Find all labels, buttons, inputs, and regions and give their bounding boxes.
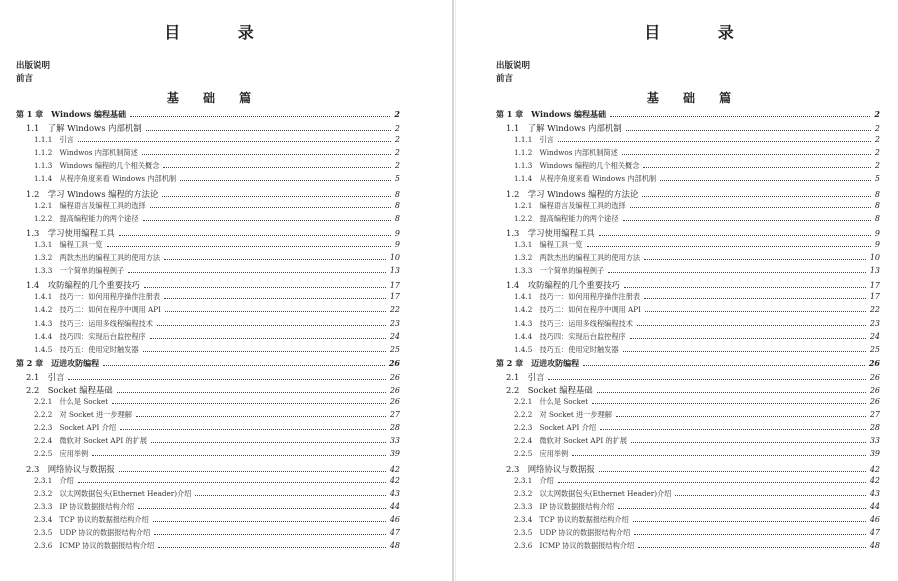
toc-subsection-entry <box>496 174 880 187</box>
toc-entry-title: 1.1.4 从程序角度来看 Windows 内部机制 <box>34 174 177 184</box>
toc-entry-title: 1.1.3 Windows 编程的几个相关概念 <box>514 161 640 171</box>
toc-subsection-entry <box>16 423 400 436</box>
toc-entry-title: 1.4 攻防编程的几个重要技巧 <box>26 280 140 291</box>
toc-entry-title: 2.3.4 TCP 协议的数据报结构介绍 <box>514 514 629 524</box>
toc-subsection-entry <box>16 319 400 332</box>
toc-subsection-entry <box>496 161 880 174</box>
dot-leader <box>622 154 871 155</box>
toc-entry-title: 1.4.5 技巧五：使用定时触发器 <box>34 344 139 354</box>
toc-entry-page: 42 <box>389 475 400 485</box>
toc-entry-title: 1.1.2 Windwos 内部机制简述 <box>34 148 138 158</box>
toc-entry-page: 46 <box>869 514 880 524</box>
toc-entry-page: 2 <box>394 124 400 134</box>
dot-leader <box>143 351 386 352</box>
dot-leader <box>583 365 865 366</box>
dot-leader <box>103 365 385 366</box>
toc-entry-title: 1.3.2 两款杰出的编程工具的使用方法 <box>514 253 641 263</box>
toc-entry-page: 26 <box>389 397 400 407</box>
toc-entry-page: 8 <box>874 200 880 210</box>
toc-entry-page: 8 <box>394 189 400 199</box>
toc-entry-page: 25 <box>389 344 400 354</box>
dot-leader <box>599 471 866 472</box>
toc-subsection-entry <box>16 332 400 345</box>
toc-entry-title: 2.3.6 ICMP 协议的数据报结构介绍 <box>514 541 635 551</box>
toc-entry-title: 1.4.1 技巧一：如何用程序操作注册表 <box>34 292 161 302</box>
dot-leader <box>120 429 386 430</box>
toc-entry-title: 第 1 章 Windows 编程基础 <box>16 109 126 119</box>
dot-leader <box>119 471 386 472</box>
toc-entry-title: 2.3.3 IP 协议数据报结构介绍 <box>34 501 135 511</box>
dot-leader <box>136 416 386 417</box>
dot-leader <box>634 534 866 535</box>
toc-subsection-entry <box>16 502 400 515</box>
toc-subsection-entry <box>16 436 400 449</box>
toc-entry-title: 1.1 了解 Windows 内部机制 <box>506 123 622 134</box>
toc-entry-title: 2.2.2 对 Socket 进一步理解 <box>34 410 132 420</box>
toc-entry-page: 23 <box>389 318 400 328</box>
toc-entry-page: 2 <box>874 124 880 134</box>
toc-entry-page: 2 <box>874 109 880 119</box>
toc-subsection-entry <box>496 214 880 227</box>
toc-entry-page: 17 <box>389 292 400 302</box>
toc-entry-title: 2.2 Socket 编程基础 <box>506 384 593 395</box>
dot-leader <box>143 220 391 221</box>
dot-leader <box>644 259 866 260</box>
toc-section-entry <box>16 188 400 201</box>
toc-entry-page: 43 <box>869 488 880 498</box>
toc-entry-title: 1.3.3 一个简单的编程例子 <box>34 266 125 276</box>
front-matter-preface: 前言 <box>496 74 514 84</box>
dot-leader <box>587 246 871 247</box>
toc-section-entry <box>496 371 880 384</box>
toc-subsection-entry <box>16 489 400 502</box>
dot-leader <box>150 207 391 208</box>
dot-leader <box>630 207 871 208</box>
toc-subsection-entry <box>16 345 400 358</box>
toc-entry-page: 22 <box>869 305 880 315</box>
toc-entry-page: 2 <box>394 161 400 171</box>
toc-entry-title: 1.1.1 引言 <box>34 135 74 145</box>
toc-subsection-entry <box>16 135 400 148</box>
dot-leader <box>151 442 386 443</box>
toc-entry-page: 10 <box>389 253 400 263</box>
dot-leader <box>637 325 866 326</box>
toc-entry-title: 1.2.2 提高编程能力的两个途径 <box>514 213 619 223</box>
toc-chapter-entry <box>496 109 880 122</box>
toc-title: 目 录 <box>164 23 280 42</box>
dot-leader <box>78 141 391 142</box>
toc-subsection-entry <box>496 266 880 279</box>
toc-entry-page: 48 <box>869 541 880 551</box>
part-title: 基 础 篇 <box>166 91 262 105</box>
toc-entry-title: 1.3 学习使用编程工具 <box>26 227 115 238</box>
toc-subsection-entry <box>16 410 400 423</box>
toc-subsection-entry <box>16 174 400 187</box>
dot-leader <box>68 379 385 380</box>
dot-leader <box>117 392 386 393</box>
toc-entry-title: 2.2.4 微软对 Socket API 的扩展 <box>34 436 148 446</box>
toc-entry-title: 1.4.4 技巧四：实现后台监控程序 <box>34 331 146 341</box>
toc-entry-page: 25 <box>869 344 880 354</box>
toc-section-entry <box>496 463 880 476</box>
toc-entry-title: 第 2 章 迈进攻防编程 <box>16 357 100 368</box>
toc-entry-page: 26 <box>389 372 400 382</box>
toc-entry-page: 17 <box>389 281 400 291</box>
toc-entry-page: 43 <box>389 488 400 498</box>
front-matter-publishing-note: 出版说明 <box>16 61 51 71</box>
toc-subsection-entry <box>496 436 880 449</box>
toc-subsection-entry <box>496 528 880 541</box>
toc-entry-page: 2 <box>874 161 880 171</box>
toc-subsection-entry <box>16 214 400 227</box>
toc-entry-title: 1.1.3 Windows 编程的几个相关概念 <box>34 161 160 171</box>
toc-subsection-entry <box>496 319 880 332</box>
toc-entry-page: 9 <box>874 228 880 238</box>
toc-entry-page: 9 <box>394 239 400 249</box>
toc-entry-page: 5 <box>394 174 400 184</box>
toc-entry-title: 2.2.2 对 Socket 进一步理解 <box>514 410 612 420</box>
toc-entry-page: 33 <box>389 436 400 446</box>
toc-subsection-entry <box>496 305 880 318</box>
dot-leader <box>157 325 386 326</box>
toc-entry-page: 9 <box>874 239 880 249</box>
toc-entry-title: 1.4.1 技巧一：如何用程序操作注册表 <box>514 292 641 302</box>
toc-section-entry <box>16 463 400 476</box>
dot-leader <box>146 130 391 131</box>
toc-entry-page: 22 <box>389 305 400 315</box>
toc-entry-page: 48 <box>389 541 400 551</box>
toc-entry-title: 1.4.2 技巧二：如何在程序中调用 API <box>514 305 641 315</box>
dot-leader <box>163 167 390 168</box>
toc-subsection-entry <box>496 240 880 253</box>
toc-entry-title: 1.3.3 一个简单的编程例子 <box>514 266 605 276</box>
toc-entry-page: 23 <box>869 318 880 328</box>
toc-entry-page: 28 <box>869 423 880 433</box>
dot-leader <box>158 547 386 548</box>
toc-entry-page: 8 <box>394 200 400 210</box>
page-divider <box>452 0 454 581</box>
toc-entry-title: 2.3.6 ICMP 协议的数据报结构介绍 <box>34 541 155 551</box>
toc-subsection-entry <box>16 449 400 462</box>
toc-subsection-entry <box>496 292 880 305</box>
dot-leader <box>642 196 870 197</box>
toc-section-entry <box>496 188 880 201</box>
dot-leader <box>599 235 871 236</box>
dot-leader <box>144 287 386 288</box>
toc-section-entry <box>16 371 400 384</box>
dot-leader <box>78 482 386 483</box>
dot-leader <box>675 495 865 496</box>
toc-entry-page: 26 <box>868 357 880 368</box>
dot-leader <box>643 167 870 168</box>
toc-entry-title: 1.3 学习使用编程工具 <box>506 227 595 238</box>
toc-entry-page: 39 <box>389 449 400 459</box>
toc-entry-title: 1.4.5 技巧五：使用定时触发器 <box>514 344 619 354</box>
page-right <box>490 0 888 581</box>
page-divider-shadow <box>455 0 456 581</box>
toc-entry-title: 2.2.4 微软对 Socket API 的扩展 <box>514 436 628 446</box>
toc-entry-page: 47 <box>389 528 400 537</box>
toc-section-entry <box>16 279 400 292</box>
dot-leader <box>154 534 386 535</box>
dot-leader <box>626 130 871 131</box>
toc-entry-title: 1.1 了解 Windows 内部机制 <box>26 123 142 134</box>
toc-entry-title: 2.2.1 什么是 Socket <box>34 397 109 407</box>
dot-leader <box>610 116 870 117</box>
dot-leader <box>119 235 391 236</box>
front-matter-preface: 前言 <box>16 74 34 84</box>
dot-leader <box>112 403 386 404</box>
toc-entry-page: 26 <box>869 397 880 407</box>
toc-entry-page: 5 <box>874 174 880 184</box>
toc-entry-page: 8 <box>874 213 880 223</box>
toc-entry-title: 1.2 学习 Windows 编程的方法论 <box>506 188 639 199</box>
toc-entry-page: 39 <box>869 449 880 459</box>
toc-subsection-entry <box>16 201 400 214</box>
toc-entry-title: 1.2.1 编程语言及编程工具的选择 <box>34 200 146 210</box>
toc-subsection-entry <box>496 502 880 515</box>
toc-subsection-entry <box>496 541 880 554</box>
toc-subsection-entry <box>496 410 880 423</box>
toc-subsection-entry <box>16 305 400 318</box>
toc-entry-page: 27 <box>389 410 400 420</box>
toc-subsection-entry <box>496 449 880 462</box>
toc-entry-title: 1.3.1 编程工具一览 <box>514 239 583 249</box>
toc-list <box>496 109 880 554</box>
toc-entry-page: 10 <box>869 253 880 263</box>
toc-entry-title: 2.3 网络协议与数据报 <box>506 463 595 474</box>
toc-entry-page: 2 <box>394 148 400 158</box>
toc-entry-title: 2.3.3 IP 协议数据报结构介绍 <box>514 501 615 511</box>
toc-section-entry <box>496 227 880 240</box>
dot-leader <box>623 220 871 221</box>
toc-entry-title: 2.3 网络协议与数据报 <box>26 463 115 474</box>
dot-leader <box>600 429 866 430</box>
toc-subsection-entry <box>496 397 880 410</box>
dot-leader <box>633 521 866 522</box>
toc-list <box>16 109 400 554</box>
dot-leader <box>572 455 866 456</box>
dot-leader <box>195 495 385 496</box>
toc-subsection-entry <box>496 515 880 528</box>
toc-entry-title: 1.1.4 从程序角度来看 Windows 内部机制 <box>514 174 657 184</box>
toc-subsection-entry <box>16 266 400 279</box>
dot-leader <box>592 403 866 404</box>
toc-section-entry <box>16 384 400 397</box>
toc-section-entry <box>496 279 880 292</box>
toc-entry-page: 2 <box>874 148 880 158</box>
toc-entry-page: 28 <box>389 423 400 433</box>
dot-leader <box>624 287 866 288</box>
dot-leader <box>645 311 866 312</box>
toc-subsection-entry <box>496 135 880 148</box>
toc-subsection-entry <box>496 489 880 502</box>
part-title: 基 础 篇 <box>646 91 742 105</box>
toc-entry-page: 2 <box>394 135 400 145</box>
toc-chapter-entry <box>16 358 400 371</box>
toc-entry-page: 47 <box>869 528 880 537</box>
toc-entry-title: 1.2.1 编程语言及编程工具的选择 <box>514 200 626 210</box>
toc-subsection-entry <box>16 528 400 541</box>
dot-leader <box>597 392 866 393</box>
toc-subsection-entry <box>496 332 880 345</box>
toc-subsection-entry <box>16 397 400 410</box>
toc-subsection-entry <box>496 345 880 358</box>
toc-entry-title: 2.2.5 应用举例 <box>34 449 89 459</box>
toc-entry-title: 第 2 章 迈进攻防编程 <box>496 357 580 368</box>
toc-entry-title: 2.2.3 Socket API 介绍 <box>34 423 117 433</box>
toc-subsection-entry <box>16 253 400 266</box>
toc-subsection-entry <box>16 161 400 174</box>
toc-entry-title: 2.3.1 介绍 <box>514 475 554 485</box>
toc-subsection-entry <box>496 148 880 161</box>
toc-entry-page: 24 <box>389 331 400 341</box>
dot-leader <box>644 298 866 299</box>
toc-entry-page: 2 <box>394 109 400 119</box>
toc-entry-title: 1.1.2 Windwos 内部机制简述 <box>514 148 618 158</box>
toc-entry-page: 44 <box>869 501 880 511</box>
toc-section-entry <box>496 122 880 135</box>
toc-entry-title: 1.3.2 两款杰出的编程工具的使用方法 <box>34 253 161 263</box>
dot-leader <box>631 442 866 443</box>
toc-entry-title: 2.2 Socket 编程基础 <box>26 384 113 395</box>
dot-leader <box>142 154 391 155</box>
toc-entry-page: 9 <box>394 228 400 238</box>
toc-entry-title: 2.2.1 什么是 Socket <box>514 397 589 407</box>
dot-leader <box>162 196 390 197</box>
toc-entry-title: 1.3.1 编程工具一览 <box>34 239 103 249</box>
toc-entry-page: 8 <box>874 189 880 199</box>
dot-leader <box>165 311 386 312</box>
toc-entry-page: 17 <box>869 281 880 291</box>
toc-subsection-entry <box>496 201 880 214</box>
toc-entry-title: 2.2.5 应用举例 <box>514 449 569 459</box>
toc-subsection-entry <box>496 253 880 266</box>
toc-entry-page: 26 <box>388 357 400 368</box>
toc-entry-page: 24 <box>869 331 880 341</box>
page-left <box>10 0 408 581</box>
front-matter-publishing-note: 出版说明 <box>496 61 531 71</box>
toc-title: 目 录 <box>644 23 760 42</box>
dot-leader <box>153 521 386 522</box>
toc-entry-page: 26 <box>869 385 880 395</box>
dot-leader <box>608 272 866 273</box>
dot-leader <box>164 298 386 299</box>
dot-leader <box>638 547 866 548</box>
toc-entry-page: 2 <box>874 135 880 145</box>
toc-entry-page: 27 <box>869 410 880 420</box>
toc-chapter-entry <box>16 109 400 122</box>
toc-subsection-entry <box>16 476 400 489</box>
toc-entry-page: 13 <box>869 266 880 276</box>
toc-entry-title: 2.1 引言 <box>506 371 545 382</box>
dot-leader <box>548 379 865 380</box>
dot-leader <box>623 351 866 352</box>
toc-entry-page: 44 <box>389 501 400 511</box>
toc-entry-page: 13 <box>389 266 400 276</box>
toc-subsection-entry <box>16 541 400 554</box>
dot-leader <box>616 416 866 417</box>
toc-entry-title: 2.2.3 Socket API 介绍 <box>514 423 597 433</box>
toc-entry-title: 2.1 引言 <box>26 371 65 382</box>
toc-section-entry <box>16 122 400 135</box>
toc-entry-title: 2.3.1 介绍 <box>34 475 74 485</box>
toc-entry-title: 1.4.4 技巧四：实现后台监控程序 <box>514 331 626 341</box>
toc-entry-title: 2.3.2 以太网数据包头(Ethernet Header)介绍 <box>34 488 192 498</box>
toc-entry-title: 2.3.2 以太网数据包头(Ethernet Header)介绍 <box>514 488 672 498</box>
dot-leader <box>630 338 866 339</box>
toc-entry-title: 第 1 章 Windows 编程基础 <box>496 109 606 119</box>
dot-leader <box>618 508 866 509</box>
dot-leader <box>164 259 386 260</box>
toc-subsection-entry <box>16 240 400 253</box>
toc-entry-page: 33 <box>869 436 880 446</box>
dot-leader <box>138 508 386 509</box>
dot-leader <box>150 338 386 339</box>
toc-entry-title: 2.3.4 TCP 协议的数据报结构介绍 <box>34 514 149 524</box>
dot-leader <box>558 482 866 483</box>
toc-entry-page: 42 <box>389 464 400 474</box>
toc-chapter-entry <box>496 358 880 371</box>
toc-subsection-entry <box>496 476 880 489</box>
toc-entry-page: 26 <box>389 385 400 395</box>
toc-subsection-entry <box>16 148 400 161</box>
toc-entry-title: 1.4.3 技巧三：运用多线程编程技术 <box>514 318 633 328</box>
toc-entry-title: 1.4 攻防编程的几个重要技巧 <box>506 280 620 291</box>
toc-entry-page: 42 <box>869 475 880 485</box>
toc-entry-page: 8 <box>394 213 400 223</box>
dot-leader <box>107 246 391 247</box>
toc-entry-page: 17 <box>869 292 880 302</box>
toc-entry-title: 1.4.3 技巧三：运用多线程编程技术 <box>34 318 153 328</box>
toc-subsection-entry <box>496 423 880 436</box>
toc-entry-title: 1.2 学习 Windows 编程的方法论 <box>26 188 159 199</box>
dot-leader <box>558 141 871 142</box>
toc-entry-page: 42 <box>869 464 880 474</box>
dot-leader <box>130 116 390 117</box>
toc-subsection-entry <box>16 292 400 305</box>
toc-entry-title: 1.2.2 提高编程能力的两个途径 <box>34 213 139 223</box>
dot-leader <box>660 180 871 181</box>
toc-entry-page: 46 <box>389 514 400 524</box>
dot-leader <box>180 180 391 181</box>
toc-entry-title: 2.3.5 UDP 协议的数据报结构介绍 <box>514 528 631 537</box>
dot-leader <box>128 272 386 273</box>
toc-section-entry <box>496 384 880 397</box>
toc-entry-title: 2.3.5 UDP 协议的数据报结构介绍 <box>34 528 151 537</box>
toc-entry-page: 26 <box>869 372 880 382</box>
toc-subsection-entry <box>16 515 400 528</box>
toc-entry-title: 1.1.1 引言 <box>514 135 554 145</box>
toc-section-entry <box>16 227 400 240</box>
toc-entry-title: 1.4.2 技巧二：如何在程序中调用 API <box>34 305 161 315</box>
dot-leader <box>92 455 386 456</box>
